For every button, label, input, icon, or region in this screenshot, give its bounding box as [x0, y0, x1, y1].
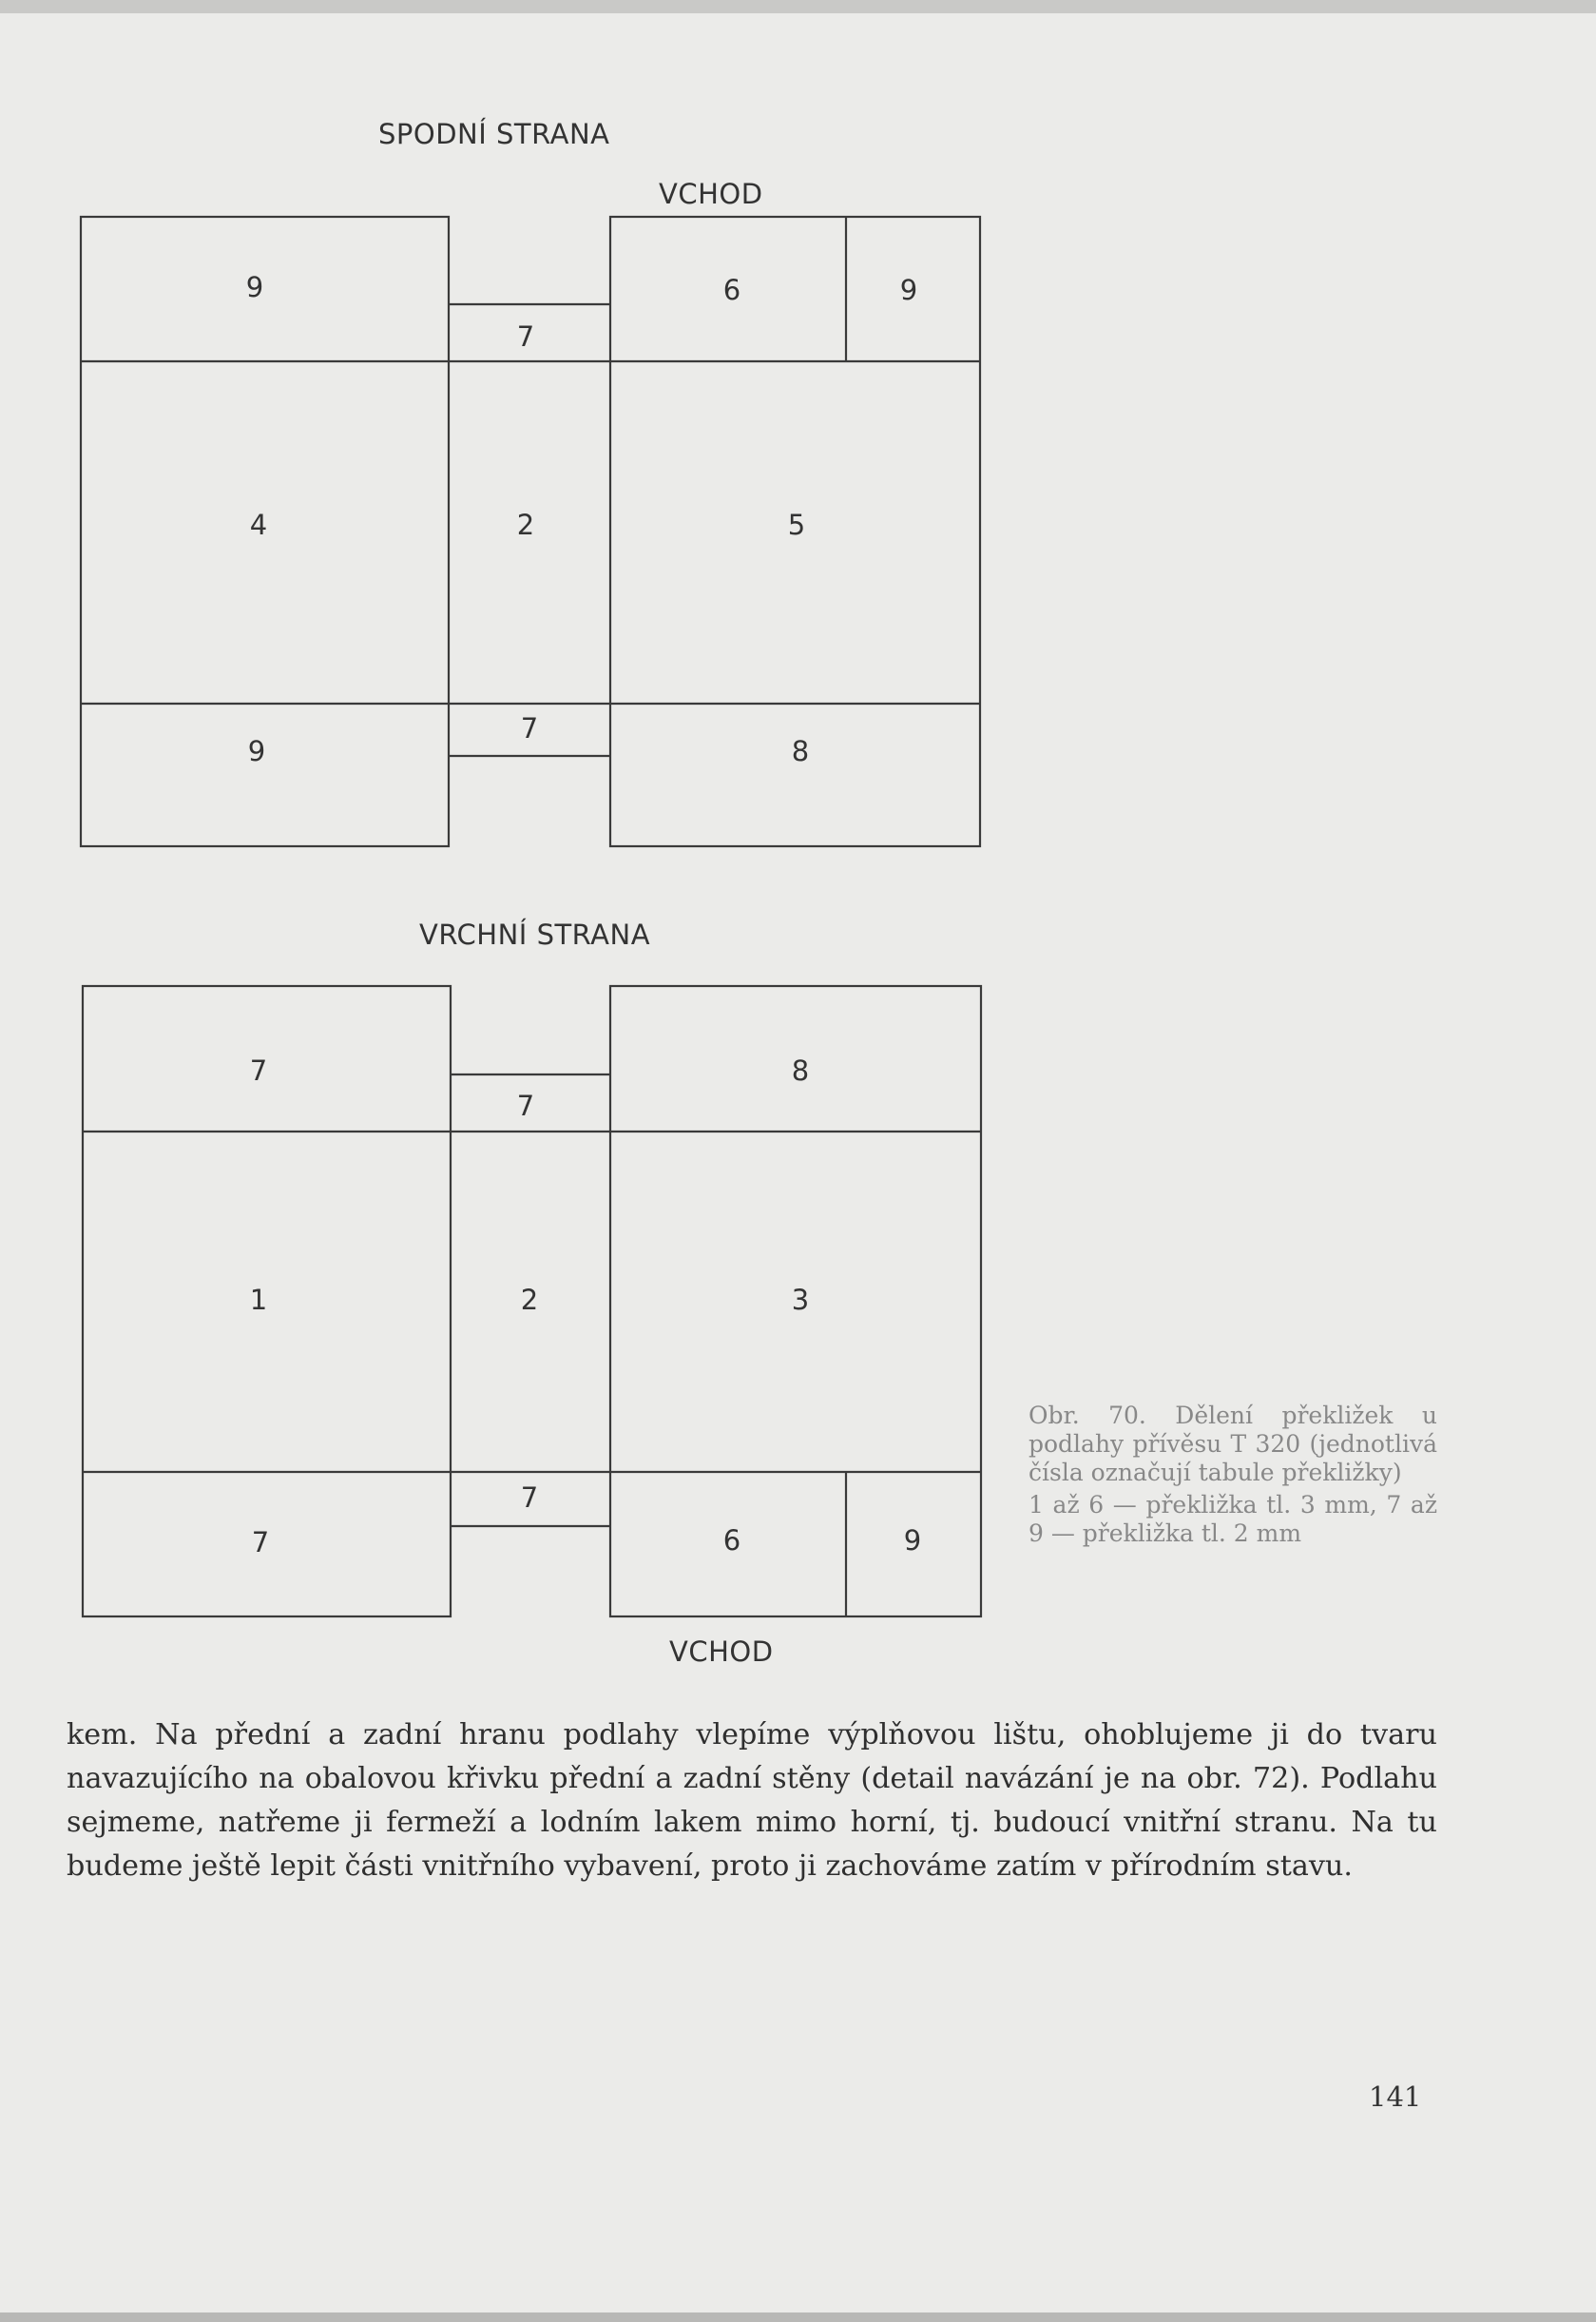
entrance-label-top: VCHOD — [659, 178, 763, 210]
entrance-label-bottom: VCHOD — [669, 1635, 774, 1668]
panel-number: 4 — [249, 509, 268, 541]
panel-number: 6 — [722, 274, 741, 306]
panel-number: 5 — [787, 509, 806, 541]
panel-number: 2 — [516, 509, 535, 541]
panel-number: 9 — [245, 271, 264, 303]
figure-caption — [1029, 1402, 1437, 1548]
panel-number: 3 — [791, 1284, 810, 1316]
panel-number: 7 — [251, 1526, 270, 1558]
body-text — [67, 1713, 1437, 1888]
panel-number: 7 — [520, 712, 539, 745]
panel-number: 7 — [516, 320, 535, 353]
panel-number: 2 — [520, 1284, 539, 1316]
caption-title: Obr. 70. Dělení překližek u podlahy přívěsu T 320 (jednotlivá čísla označují tabule překližky) — [1029, 1402, 1437, 1486]
panel-number: 1 — [249, 1284, 268, 1316]
bottom-side-title: SPODNÍ STRANA — [378, 118, 610, 150]
panel-number: 9 — [247, 735, 266, 767]
page-number: 141 — [1369, 2080, 1422, 2113]
top-side-title: VRCHNÍ STRANA — [419, 919, 651, 951]
panel-number: 8 — [791, 1055, 810, 1087]
caption-legend: 1 až 6 — překližka tl. 3 mm, 7 až 9 — překližka tl. 2 mm — [1029, 1491, 1437, 1547]
scan-bottom-edge — [0, 2312, 1596, 2322]
panel-number: 7 — [516, 1090, 535, 1122]
panel-number: 7 — [520, 1481, 539, 1514]
panel-number: 9 — [903, 1524, 922, 1557]
panel-number: 8 — [791, 735, 810, 767]
panel-number: 7 — [249, 1055, 268, 1087]
panel-number: 9 — [899, 274, 918, 306]
body-paragraph: kem. Na přední a zadní hranu podlahy vlepíme výplňovou lištu, ohoblujeme ji do tvaru navazujícího na obalovou křivku přední a zadní stěny (detail navázání je na obr. 72). Podlahu sejmeme, natřeme ji fermeží a lodním lakem mimo horní, tj. budoucí vnitřní stranu. Na tu budeme ještě lepit části vnitřního vybavení, proto ji zachováme zatím v přírodním stavu. — [67, 1718, 1437, 1883]
panel-number: 6 — [722, 1524, 741, 1557]
